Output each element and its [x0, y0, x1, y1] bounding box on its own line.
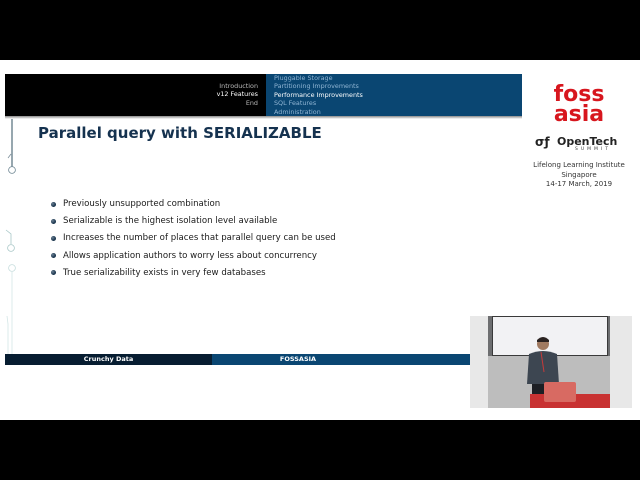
summit-name: OpenTech [557, 135, 618, 148]
bullet-item: Serializable is the highest isolation level available [51, 215, 336, 232]
venue-name: Lifelong Learning Institute [533, 161, 625, 169]
svg-text:asia: asia [553, 102, 605, 123]
camera-image [488, 316, 610, 408]
venue-city: Singapore [561, 170, 597, 179]
summit-subtitle: SUMMIT [575, 147, 611, 152]
section-end[interactable]: End [245, 98, 258, 107]
bullet-icon [51, 236, 56, 241]
event-venue-info [528, 161, 630, 190]
bullet-icon [51, 219, 56, 224]
subsection-administration[interactable]: Administration [274, 107, 321, 116]
header-shadow [5, 116, 522, 119]
bullet-item: Allows application authors to worry less about concurrency [51, 250, 336, 267]
bullet-item: Previously unsupported combination [51, 198, 336, 215]
section-nav [5, 74, 266, 116]
subsection-performance[interactable]: Performance Improvements [274, 90, 363, 99]
section-v12-features[interactable]: v12 Features [216, 90, 258, 99]
subsection-sql-features[interactable]: SQL Features [274, 99, 317, 108]
decorative-circuit-lines [5, 74, 35, 354]
subsection-pluggable-storage[interactable]: Pluggable Storage [274, 74, 333, 82]
bullet-list [51, 198, 336, 284]
slide-footer [5, 354, 522, 365]
bullet-icon [51, 270, 56, 275]
speaker-camera-feed [470, 316, 632, 408]
footer-event: FOSSASIA [279, 355, 317, 363]
bullet-icon [51, 253, 56, 258]
event-dates: 14-17 March, 2019 [545, 180, 613, 189]
opentech-summit-logo [535, 135, 627, 155]
svg-text:foss: foss [553, 83, 605, 107]
footer-author: Crunchy Data [5, 354, 212, 365]
section-introduction[interactable]: Introduction [219, 82, 258, 90]
subsection-nav [266, 74, 522, 116]
slide-header-nav [5, 74, 522, 116]
opentech-icon: σƒ [535, 135, 550, 149]
video-frame [0, 60, 640, 420]
presentation-slide [5, 74, 522, 365]
slide-title: Parallel query with SERIALIZABLE [38, 124, 322, 142]
bullet-item: Increases the number of places that parallel query can be used [51, 232, 336, 249]
bullet-icon [51, 202, 56, 207]
subsection-partitioning[interactable]: Partitioning Improvements [274, 82, 359, 91]
laptop [544, 382, 576, 402]
bullet-item: True serializability exists in very few databases [51, 267, 336, 284]
fossasia-logo [533, 83, 625, 123]
